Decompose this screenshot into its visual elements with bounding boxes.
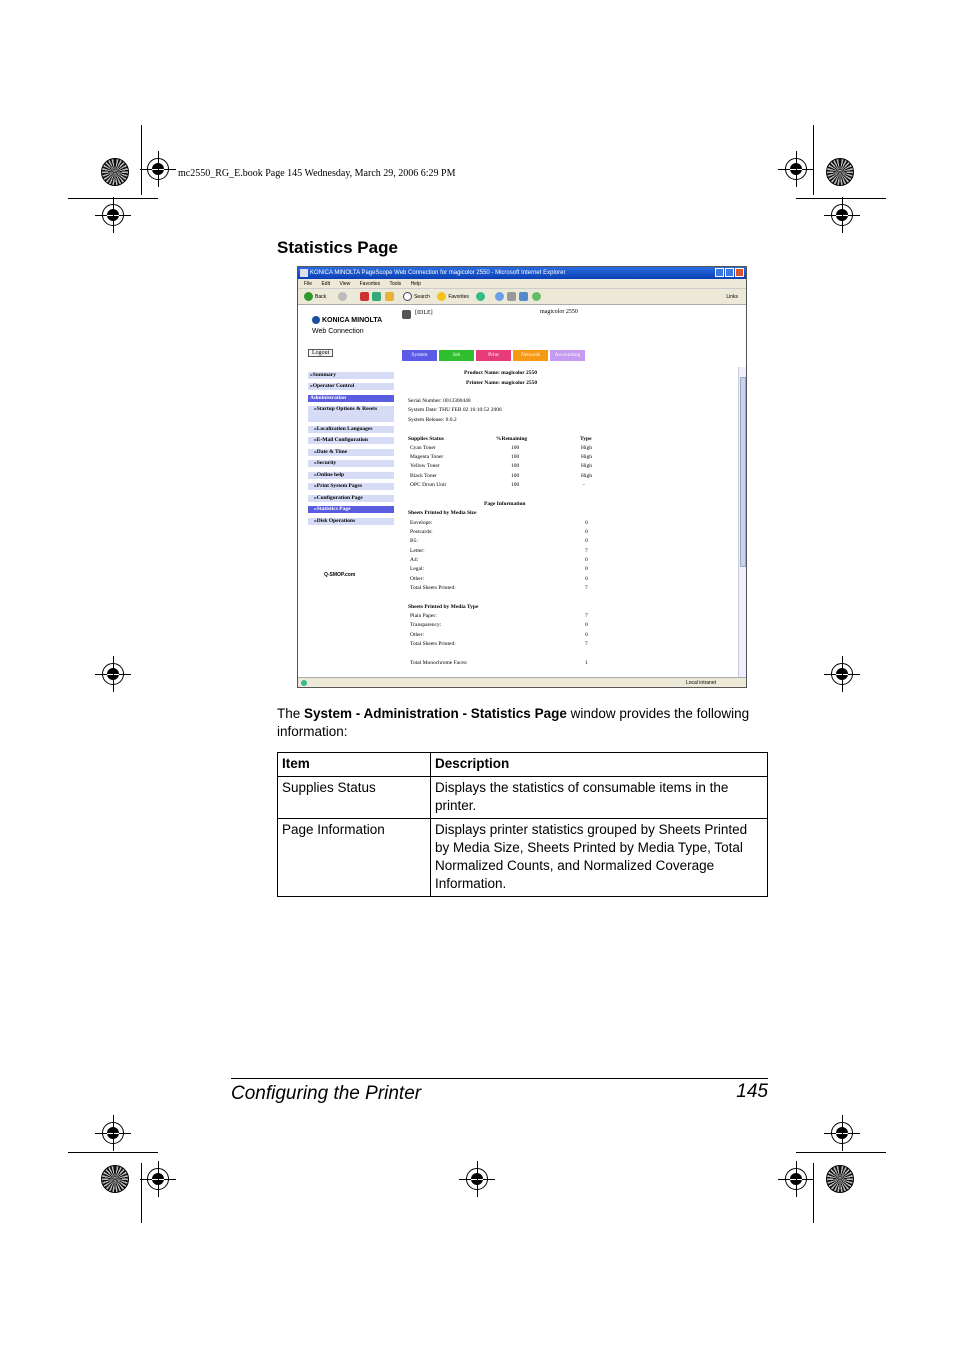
registration-mark-icon — [831, 1122, 853, 1144]
model-name: magicolor 2550 — [540, 309, 578, 315]
mail-icon[interactable] — [495, 292, 504, 301]
window-title: KONICA MINOLTA PageScope Web Connection for magicolor 2550 - Microsoft Internet Explorer — [310, 270, 566, 276]
media-size-name: A4: — [410, 557, 419, 563]
menu-bar — [298, 279, 746, 289]
supply-name: OPC Drum Unit — [410, 482, 447, 488]
media-size-value: 0 — [585, 576, 588, 582]
color-bar-icon — [826, 1165, 854, 1193]
supply-remaining: 100 — [511, 463, 520, 469]
nav-statistics-page[interactable]: »Statistics Page — [308, 506, 394, 513]
printer-status: [IDLE] — [415, 310, 433, 316]
media-size-name: Legal: — [410, 566, 425, 572]
nav-print-system-pages[interactable]: »Print System Pages — [308, 483, 394, 490]
crop-mark — [813, 1163, 814, 1223]
registration-mark-icon — [831, 204, 853, 226]
nav-security[interactable]: »Security — [308, 460, 394, 467]
registration-mark-icon — [102, 1122, 124, 1144]
registration-mark-icon — [102, 204, 124, 226]
menu-tools[interactable]: Tools — [389, 281, 402, 287]
table-row — [278, 819, 768, 897]
serial-number: Serial Number: 0013300448 — [408, 398, 471, 404]
color-bar-icon — [826, 158, 854, 186]
type-header: Type — [580, 436, 592, 442]
media-size-name: Envelope: — [410, 520, 433, 526]
supply-type: High — [581, 463, 592, 469]
print-header: mc2550_RG_E.book Page 145 Wednesday, March 29, 2006 6:29 PM — [178, 168, 456, 179]
table-header-row — [278, 753, 768, 777]
registration-mark-icon — [831, 663, 853, 685]
nav-administration[interactable]: Administration — [308, 395, 394, 402]
supply-name: Black Toner — [410, 473, 437, 479]
footer-chapter-title: Configuring the Printer — [231, 1083, 422, 1104]
menu-view[interactable]: View — [339, 281, 351, 287]
maximize-button[interactable] — [725, 268, 734, 277]
media-size-name: Postcards: — [410, 529, 433, 535]
supply-type: - — [583, 482, 585, 488]
media-type-value: 7 — [585, 613, 588, 619]
media-type-value: 0 — [585, 622, 588, 628]
messenger-icon[interactable] — [532, 292, 541, 301]
tab-job[interactable]: Job — [439, 350, 474, 361]
refresh-icon[interactable] — [372, 292, 381, 301]
ie-icon — [300, 269, 308, 277]
history-icon[interactable] — [476, 292, 485, 301]
media-size-value: 0 — [585, 520, 588, 526]
favorites-label[interactable]: Favorites — [448, 294, 469, 300]
back-icon[interactable] — [304, 292, 313, 301]
browser-toolbar — [298, 289, 746, 305]
supply-name: Magenta Toner — [410, 454, 444, 460]
tab-accounting[interactable]: Accounting — [550, 350, 585, 361]
media-type-name: Plain Paper: — [410, 613, 437, 619]
brand-logo: KONICA MINOLTA — [312, 316, 382, 324]
back-label[interactable]: Back — [315, 294, 327, 300]
page-number: 145 — [736, 1081, 768, 1102]
supply-name: Cyan Toner — [410, 445, 436, 451]
nav-configuration-page[interactable]: »Configuration Page — [308, 495, 394, 502]
done-icon — [301, 680, 307, 686]
page-content — [298, 306, 738, 678]
media-type-name: Other: — [410, 632, 425, 638]
tab-print[interactable]: Print — [476, 350, 511, 361]
media-size-value: 0 — [585, 538, 588, 544]
supply-remaining: 100 — [511, 445, 520, 451]
nav-email-configuration[interactable]: »E-Mail Configuration — [308, 437, 394, 444]
nav-disk-operations[interactable]: »Disk Operations — [308, 518, 394, 525]
edit-icon[interactable] — [519, 292, 528, 301]
printer-name: Printer Name: magicolor 2550 — [466, 380, 538, 386]
table-cell-item: Supplies Status — [278, 777, 431, 819]
close-button[interactable] — [735, 268, 744, 277]
supply-remaining: 100 — [511, 454, 520, 460]
crop-mark — [796, 198, 886, 199]
system-date: System Date: THU FEB 02 16:10:52 2006 — [408, 407, 502, 413]
status-bar — [298, 677, 746, 687]
registration-mark-icon — [147, 158, 169, 180]
search-icon[interactable] — [403, 292, 412, 301]
crop-mark — [796, 1152, 886, 1153]
system-release: System Release: 0.0.2 — [408, 417, 457, 423]
table-cell-description: Displays the statistics of consumable items in the printer. — [431, 777, 768, 819]
window-titlebar — [298, 267, 746, 279]
konica-minolta-logo-icon — [312, 316, 320, 324]
column-header-description: Description — [431, 753, 768, 777]
caption-paragraph: The System - Administration - Statistics Page window provides the following information: — [277, 706, 750, 739]
crop-mark — [813, 125, 814, 195]
nav-online-help[interactable]: »Online help — [308, 472, 394, 479]
home-icon[interactable] — [385, 292, 394, 301]
section-title: Statistics Page — [277, 238, 398, 257]
media-size-value: 7 — [585, 548, 588, 554]
media-size-name: B5: — [410, 538, 418, 544]
remaining-header: %Remaining — [496, 436, 528, 442]
color-bar-icon — [101, 1165, 129, 1193]
tab-system[interactable]: System — [402, 350, 437, 361]
table-cell-description: Displays printer statistics grouped by Sheets Printed by Media Size, Sheets Printed by Media Type, Total Normalized Counts, and Normalized Coverage Information. — [431, 819, 768, 897]
supply-type: High — [581, 454, 592, 460]
media-size-name: Letter: — [410, 548, 425, 554]
supply-type: High — [581, 473, 592, 479]
links-label[interactable]: Links — [726, 294, 738, 300]
qsmop-logo[interactable]: Q-SMOP.com — [324, 572, 356, 578]
security-zone: Local intranet — [685, 680, 716, 686]
registration-mark-icon — [785, 1168, 807, 1190]
mono-faces-name: Total Monochrome Faces: — [410, 660, 468, 666]
supplies-status-header: Supplies Status — [408, 436, 444, 442]
info-table — [277, 752, 768, 897]
tab-network[interactable]: Network — [513, 350, 548, 361]
favorites-icon[interactable] — [437, 292, 446, 301]
search-label[interactable]: Search — [414, 294, 430, 300]
media-type-value: 7 — [585, 641, 588, 647]
menu-favorites[interactable]: Favorites — [359, 281, 381, 287]
registration-mark-icon — [102, 663, 124, 685]
supply-name: Yellow Toner — [410, 463, 440, 469]
nav-date-time[interactable]: »Date & Time — [308, 449, 394, 456]
registration-mark-icon — [785, 158, 807, 180]
menu-file[interactable]: File — [304, 281, 313, 287]
crop-mark — [68, 1152, 158, 1153]
mono-faces-value: 1 — [585, 660, 588, 666]
vertical-scrollbar[interactable] — [738, 367, 746, 678]
supply-remaining: 100 — [511, 473, 520, 479]
footer-rule — [231, 1078, 768, 1079]
media-size-title: Sheets Printed by Media Size — [408, 510, 477, 516]
media-size-value: 0 — [585, 557, 588, 563]
media-size-name: Other: — [410, 576, 425, 582]
registration-mark-icon — [147, 1168, 169, 1190]
crop-mark — [141, 1163, 142, 1223]
color-bar-icon — [101, 158, 129, 186]
media-type-title: Sheets Printed by Media Type — [408, 604, 479, 610]
table-row — [278, 777, 768, 819]
printer-status-icon — [402, 310, 411, 319]
page-information-title: Page Information — [484, 501, 526, 507]
registration-mark-icon — [466, 1168, 488, 1190]
supply-type: High — [581, 445, 592, 451]
minimize-button[interactable] — [715, 268, 724, 277]
menu-edit[interactable]: Edit — [321, 281, 331, 287]
print-icon[interactable] — [507, 292, 516, 301]
browser-screenshot — [297, 266, 747, 688]
nav-startup-options[interactable]: »Startup Options & Resets — [308, 406, 394, 422]
media-size-value: 0 — [585, 566, 588, 572]
media-size-name: Total Sheets Printed: — [410, 585, 456, 591]
crop-mark — [141, 125, 142, 195]
supply-remaining: 100 — [511, 482, 520, 488]
web-connection-logo: Web Connection — [312, 328, 364, 335]
scrollbar-thumb[interactable] — [740, 377, 746, 567]
forward-icon[interactable] — [338, 292, 347, 301]
column-header-item: Item — [278, 753, 431, 777]
logout-button[interactable]: Logout — [308, 349, 333, 357]
table-cell-item: Page Information — [278, 819, 431, 897]
stop-icon[interactable] — [360, 292, 369, 301]
media-type-value: 0 — [585, 632, 588, 638]
nav-operator-control[interactable]: »Operator Control — [308, 383, 394, 390]
media-size-value: 7 — [585, 585, 588, 591]
nav-localization-languages[interactable]: »Localization Languages — [308, 426, 394, 433]
media-type-name: Transparency: — [410, 622, 442, 628]
nav-summary[interactable]: »Summary — [308, 372, 394, 379]
media-type-name: Total Sheets Printed: — [410, 641, 456, 647]
product-name: Product Name: magicolor 2550 — [464, 370, 537, 376]
media-size-value: 0 — [585, 529, 588, 535]
menu-help[interactable]: Help — [410, 281, 421, 287]
